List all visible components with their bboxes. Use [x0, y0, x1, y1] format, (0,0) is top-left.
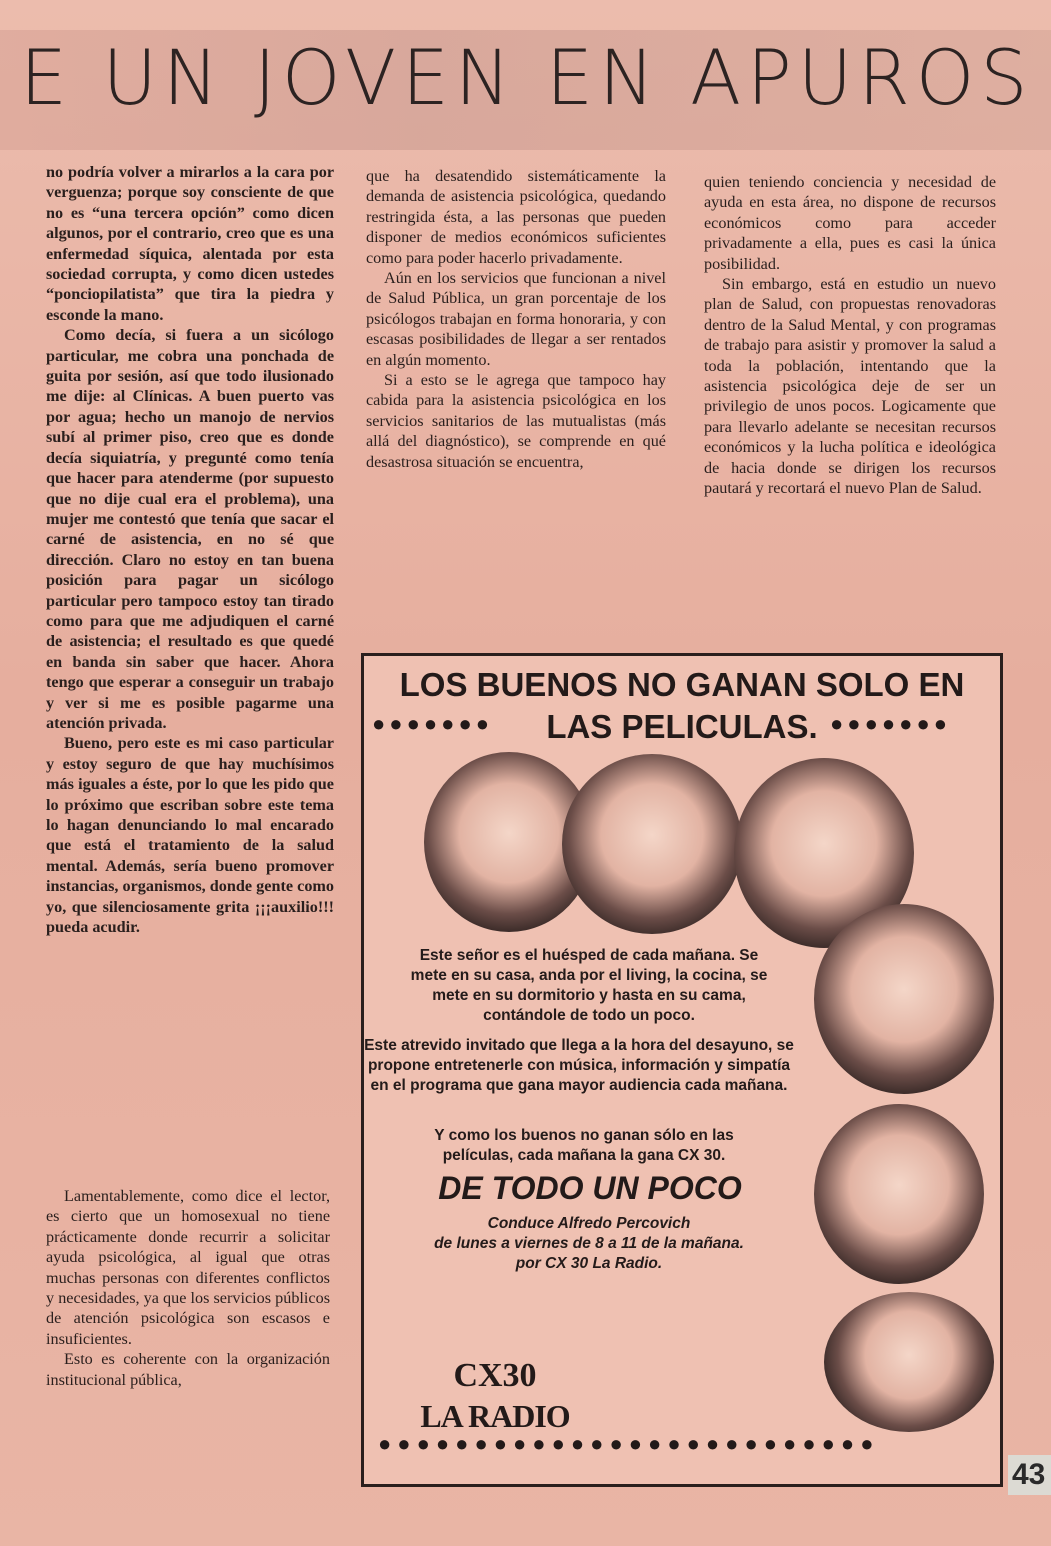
- ad-schedule-line: de lunes a viernes de 8 a 11 de la mañana.: [434, 1235, 744, 1252]
- paragraph: quien teniendo conciencia y necesidad de ayuda en esta área, no dispone de recursos económicos como para acceder privadamente a ella, pues es casi la única posibilidad.: [704, 173, 996, 273]
- paragraph: Bueno, pero este es mi caso particular y estoy seguro de que hay muchísimos más iguales a éste, por lo que les pido que lo próximo que escriban sobre este tema lo hagan denunciando lo mal encarado que está el tratamiento de la salud mental. Además, sería bueno promover instancias, organismos, donde gente como yo, que silenciosamente grita ¡¡¡auxilio!!! pueda acudir.: [46, 734, 334, 937]
- radio-advertisement: [361, 653, 1003, 1487]
- dots-decoration-left: ●●●●●●●: [372, 711, 494, 736]
- host-portrait-2: [562, 754, 742, 934]
- column-1: [46, 162, 334, 937]
- dots-decoration-right: ●●●●●●●: [830, 711, 952, 736]
- page-number: 43: [1008, 1455, 1051, 1495]
- paragraph: Esto es coherente con la organización institucional pública,: [46, 1350, 330, 1389]
- ad-headline-line-1: LOS BUENOS NO GANAN SOLO EN: [399, 666, 965, 703]
- column-1-response: [46, 1186, 330, 1390]
- article-title: E UN JOVEN EN APUROS: [20, 33, 1034, 122]
- ad-paragraph-3: Y como los buenos no ganan sólo en las películas, cada mañana la gana CX 30.: [434, 1127, 734, 1164]
- ad-headline-line-2: LAS PELICULAS.: [546, 708, 818, 745]
- ad-show-name: DE TODO UN POCO: [438, 1170, 742, 1206]
- ad-paragraph-1: Este señor es el huésped de cada mañana. Se mete en su casa, anda por el living, la cocina, se mete en su dormitorio y hasta en su cama, contándole de todo un poco.: [410, 947, 768, 1024]
- column-2: [366, 166, 666, 472]
- cx30-logo: [410, 1356, 580, 1436]
- paragraph: Si a esto se le agrega que tampoco hay cabida para la asistencia psicológica en los servicios sanitarios de las mutualistas (más allá del diagnóstico), se comprende en qué desastrosa situación se encuentra,: [366, 371, 666, 471]
- paragraph: Sin embargo, está en estudio un nuevo plan de Salud, con propuestas renovadoras dentro de la Salud Mental, y con programas de trabajo para asistir y promover la salud a toda la población, intentando que la asistencia psicológica deje de ser un privilegio de unos pocos. Logicamente que para llevarlo adelante se necesitan recursos económicos y la lucha política e ideológica de hacia donde se dirigen los recursos pautará y recortará el nuevo Plan de Salud.: [704, 275, 996, 498]
- dots-decoration-bottom: ●●●●●●●●●●●●●●●●●●●●●●●●●●: [378, 1431, 880, 1456]
- paragraph: Aún en los servicios que funcionan a nivel de Salud Pública, un gran porcentaje de los psicólogos trabajan en forma honoraria, y con escasas posibilidades de llegar a ser rentados en algún momento.: [366, 269, 666, 369]
- ad-paragraph-2: Este atrevido invitado que llega a la hora del desayuno, se propone entretenerle con música, información y simpatía en el programa que gana mayor audiencia cada mañana.: [364, 1037, 794, 1094]
- host-portrait-6: [824, 1292, 994, 1432]
- paragraph: Lamentablemente, como dice el lector, es cierto que un homosexual no tiene prácticamente donde recurrir a solicitar ayuda psicológica, al igual que otras muchas personas con diferentes conflictos y necesidades, ya que los servicios públicos de atención psicológica son escasos e insuficientes.: [46, 1187, 330, 1348]
- host-portrait-4: [814, 904, 994, 1094]
- logo-line-1: CX30: [453, 1357, 537, 1394]
- ad-show-details: [404, 1214, 774, 1274]
- paragraph: no podría volver a mirarlos a la cara por verguenza; porque soy consciente de que no es “una tercera opción” como dicen algunos, por el contrario, creo que es una enfermedad síquica, alentada por esta sociedad corrupta, y como dicen ustedes “ponciopilatista” que tira la piedra y esconde la mano.: [46, 163, 334, 324]
- paragraph: que ha desatendido sistemáticamente la demanda de asistencia psicológica, quedando restringida ésta, a las personas que pueden disponer de medios económicos suficientes como para poder hacerlo privadamente.: [366, 167, 666, 267]
- column-3: [704, 172, 996, 499]
- ad-host-line: Conduce Alfredo Percovich: [487, 1215, 691, 1232]
- host-portrait-5: [814, 1104, 984, 1284]
- ad-station-line: por CX 30 La Radio.: [515, 1255, 663, 1272]
- paragraph: Como decía, si fuera a un sicólogo particular, me cobra una ponchada de guita por sesión, así que todo ilusionado me dije: al Clínicas. A buen puerto vas por agua; hecho un manojo de nervios subí al primer piso, creo que es donde decía siquiatría, y pregunté como tenía que hacer para atenderme (por supuesto que no dije cual era el problema), una mujer me contestó que tenía que sacar el carné de asistencia, en no sé que dirección. Claro no estoy en tan buena posición para pagar un sicólogo particular pero tampoco estoy tan tirado como para que me adjudiquen el carné de asistencia; el resultado es que quedé en banda sin saber que hacer. Ahora tengo que esperar a conseguir un trabajo y ver si me es posible pagarme una atención privada.: [46, 326, 334, 732]
- logo-line-2: LA RADIO: [420, 1398, 570, 1434]
